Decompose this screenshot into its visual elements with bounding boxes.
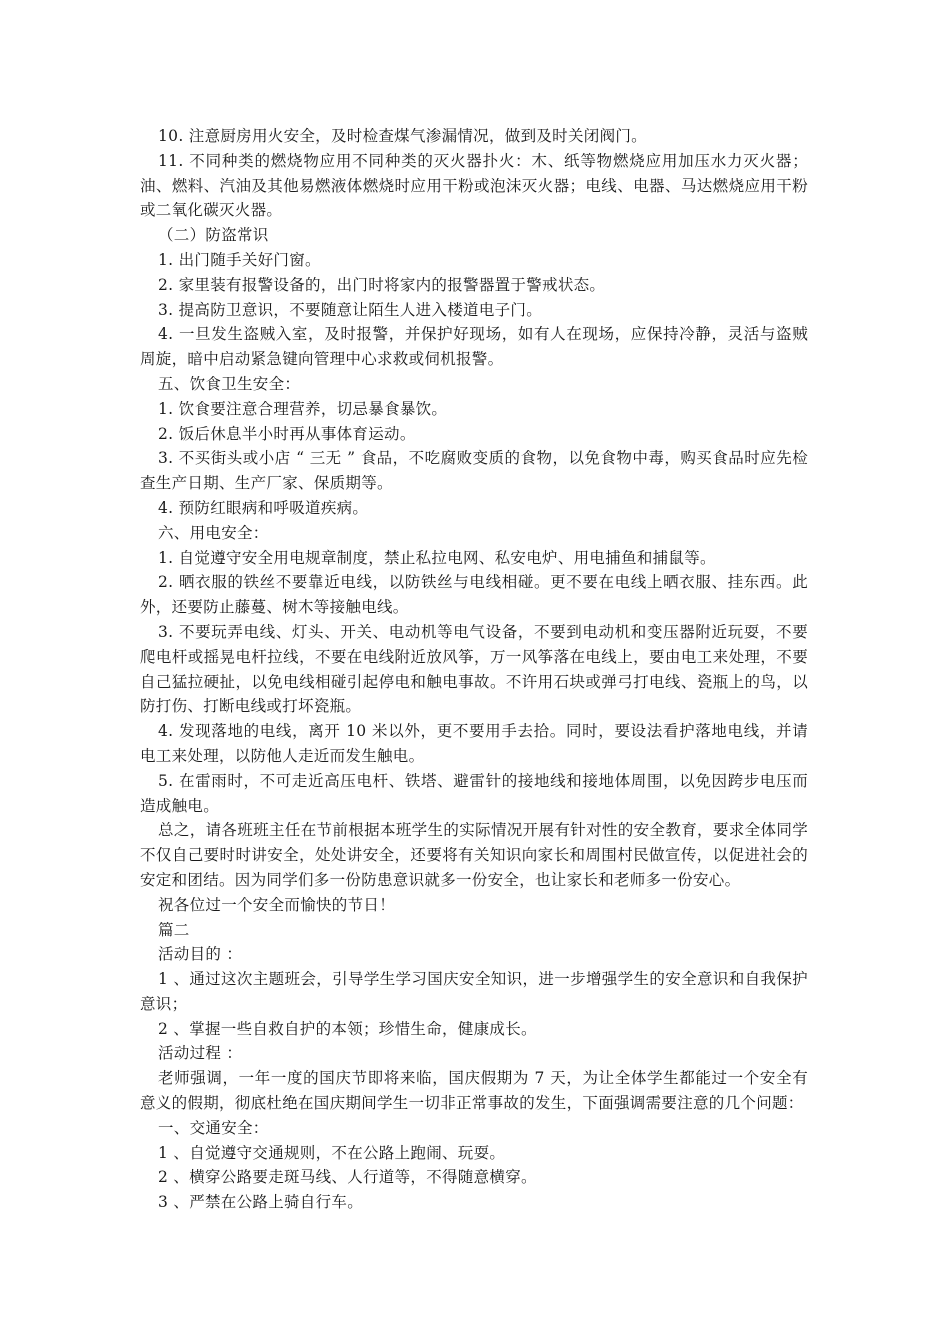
paragraph: 11. 不同种类的燃烧物应用不同种类的灭火器扑火：木、纸等物燃烧应用加压水力灭火器；油、燃料、汽油及其他易燃液体燃烧时应用干粉或泡沫灭火器；电线、电器、马达燃烧应用干粉或二氧化碳灭火器。	[140, 151, 808, 220]
paragraph: 1. 出门随手关好门窗。	[158, 250, 321, 269]
paragraph: 1 、通过这次主题班会，引导学生学习国庆安全知识，进一步增强学生的安全意识和自我保护意识；	[140, 970, 808, 1013]
paragraph: 4. 一旦发生盗贼入室，及时报警，并保护好现场，如有人在现场，应保持冷静，灵活与盗贼周旋，暗中启动紧急键向管理中心求救或伺机报警。	[140, 325, 808, 369]
section-heading: 一、交通安全：	[158, 1118, 269, 1137]
section-heading: 六、用电安全：	[158, 523, 269, 542]
paragraph: 2 、横穿公路要走斑马线、人行道等，不得随意横穿。	[158, 1168, 537, 1187]
closing-line: 祝各位过一个安全而愉快的节日！	[158, 895, 396, 914]
document-body	[140, 124, 808, 1215]
paragraph: 1. 自觉遵守安全用电规章制度，禁止私拉电网、私安电炉、用电捕鱼和捕鼠等。	[158, 548, 716, 567]
paragraph: 2. 饭后休息半小时再从事体育运动。	[158, 424, 416, 443]
paragraph: 1. 饮食要注意合理营养，切忌暴食暴饮。	[158, 399, 448, 418]
paragraph: 3. 不要玩弄电线、灯头、开关、电动机等电气设备，不要到电动机和变压器附近玩耍，不要爬电杆或摇晃电杆拉线，不要在电线附近放风筝，万一风筝落在电线上，要由电工来处理，不要自己猛拉硬扯，以免电线相碰引起停电和触电事故。不许用石块或弹弓打电线、瓷瓶上的鸟，以防打伤、打断电线或打坏瓷瓶。	[140, 622, 808, 716]
section-heading: 活动过程 ：	[158, 1044, 243, 1063]
paragraph: 3. 提高防卫意识，不要随意让陌生人进入楼道电子门。	[158, 300, 543, 319]
paragraph: 10. 注意厨房用火安全，及时检查煤气渗漏情况，做到及时关闭阀门。	[158, 127, 647, 145]
paragraph: 3. 不买街头或小店 “ 三无 ” 食品，不吃腐败变质的食物，以免食物中毒，购买食品时应先检查生产日期、生产厂家、保质期等。	[140, 449, 808, 493]
paragraph: 3 、严禁在公路上骑自行车。	[158, 1193, 363, 1212]
section-title: 篇二	[158, 920, 190, 939]
paragraph: 4. 预防红眼病和呼吸道疾病。	[158, 498, 369, 517]
paragraph: 2. 晒衣服的铁丝不要靠近电线，以防铁丝与电线相碰。更不要在电线上晒衣服、挂东西。此外，还要防止藤蔓、树木等接触电线。	[140, 573, 808, 617]
summary-paragraph: 总之，请各班班主任在节前根据本班学生的实际情况开展有针对性的安全教育，要求全体同学不仅自己要时时讲安全，处处讲安全，还要将有关知识向家长和周围村民做宣传，以促进社会的安定和团结。因为同学们多一份防患意识就多一份安全，也让家长和老师多一份安心。	[140, 821, 808, 889]
paragraph: 5. 在雷雨时，不可走近高压电杆、铁塔、避雷针的接地线和接地体周围，以免因跨步电压而造成触电。	[140, 771, 808, 815]
paragraph: 4. 发现落地的电线，离开 10 米以外，更不要用手去拾。同时，要设法看护落地电线，并请电工来处理，以防他人走近而发生触电。	[140, 722, 808, 765]
paragraph: 2. 家里装有报警设备的，出门时将家内的报警器置于警戒状态。	[158, 275, 606, 294]
paragraph: 1 、自觉遵守交通规则，不在公路上跑闹、玩耍。	[158, 1143, 506, 1162]
section-heading: （二）防盗常识	[158, 226, 269, 245]
section-heading: 五、饮食卫生安全：	[158, 374, 301, 393]
paragraph: 2 、掌握一些自救自护的本领；珍惜生命，健康成长。	[158, 1019, 537, 1038]
paragraph: 老师强调，一年一度的国庆节即将来临，国庆假期为 7 天，为让全体学生都能过一个安全有意义的假期，彻底杜绝在国庆期间学生一切非正常事故的发生，下面强调需要注意的几个问题：	[140, 1069, 808, 1113]
section-heading: 活动目的 ：	[158, 945, 243, 964]
